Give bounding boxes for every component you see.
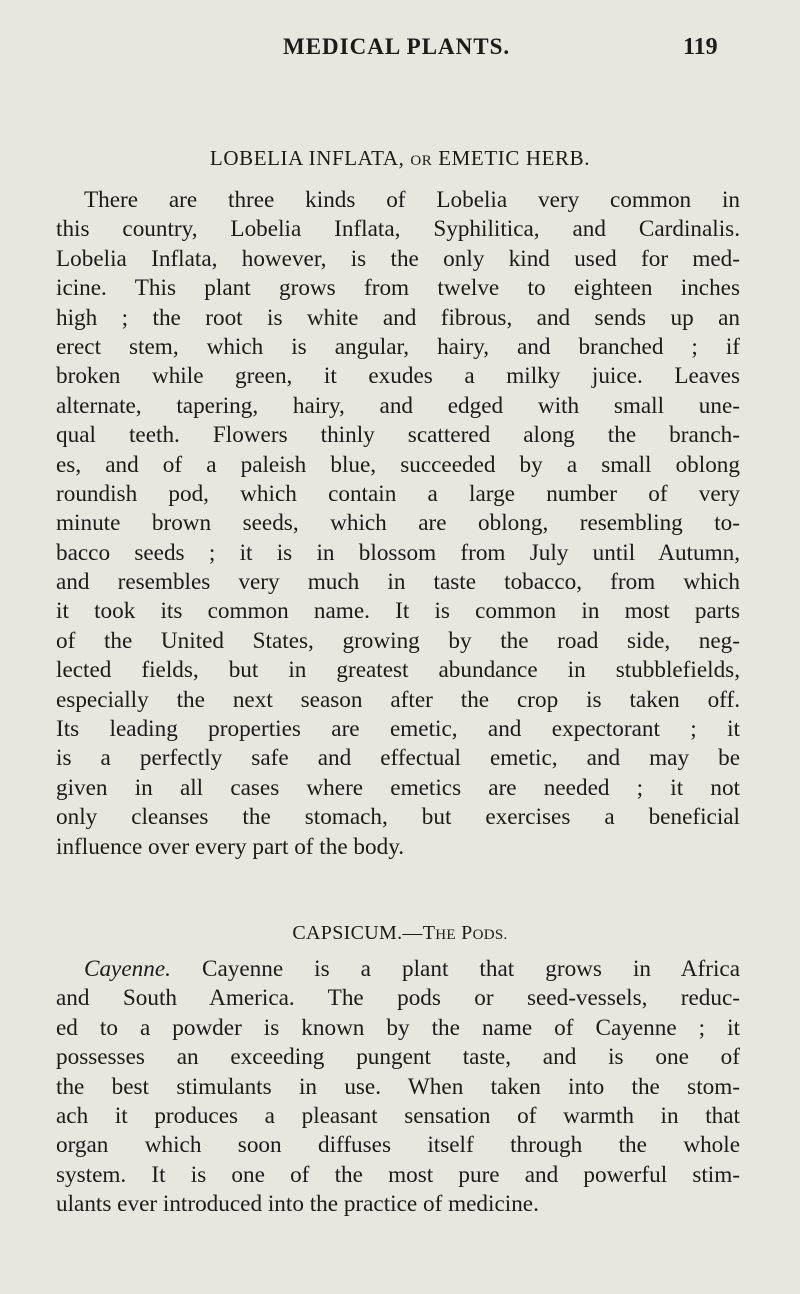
text-line: qual teeth. Flowers thinly scattered along the branch- xyxy=(56,422,740,449)
heading-initial: P xyxy=(461,922,473,944)
text-line: system. It is one of the most pure and powerful stim- xyxy=(56,1161,740,1188)
text-line: organ which soon diffuses itself through the whole xyxy=(56,1132,740,1159)
text-line: es, and of a paleish blue, succeeded by a small oblong xyxy=(56,451,740,478)
running-title: MEDICAL PLANTS. xyxy=(283,34,511,59)
page-number: 119 xyxy=(683,34,718,60)
text-line: this country, Lobelia Inflata, Syphilitica, and Cardinalis. xyxy=(56,216,740,243)
text-line: bacco seeds ; it is in blossom from July until Autumn, xyxy=(56,539,740,566)
heading-main: CAPSICUM. xyxy=(292,922,403,944)
text-line: ach it produces a pleasant sensation of warmth in that xyxy=(56,1102,740,1129)
heading-smallcaps: ODS. xyxy=(472,927,508,943)
text-line: it took its common name. It is common in most parts xyxy=(56,598,740,625)
text-line xyxy=(56,955,740,984)
text-line: and South America. The pods or seed-vessels, reduc- xyxy=(56,985,740,1012)
heading-smallcaps: HE xyxy=(435,927,456,943)
section-heading-lobelia xyxy=(0,146,800,171)
text-line: of the United States, growing by the road side, neg- xyxy=(56,627,740,654)
text-line: erect stem, which is angular, hairy, and branched ; if xyxy=(56,333,740,360)
heading-main: LOBELIA INFLATA, xyxy=(209,146,405,170)
text-line: There are three kinds of Lobelia very common in xyxy=(84,187,740,213)
text-line: broken while green, it exudes a milky juice. Leaves xyxy=(56,363,740,390)
text-line: influence over every part of the body. xyxy=(56,833,405,860)
first-line-text: Cayenne is a plant that grows in Africa xyxy=(201,956,741,982)
text-line: is a perfectly safe and effectual emetic, and may be xyxy=(56,745,740,772)
text-line: given in all cases where emetics are needed ; it not xyxy=(56,774,740,801)
text-line: lected fields, but in greatest abundance in stubblefields, xyxy=(56,657,740,684)
heading-alt: EMETIC HERB. xyxy=(438,146,591,170)
text-line: high ; the root is white and fibrous, and sends up an xyxy=(56,304,740,331)
paragraph-lobelia xyxy=(56,186,740,862)
text-line: possesses an exceeding pungent taste, and is one of xyxy=(56,1044,740,1071)
text-line: ed to a powder is known by the name of Cayenne ; it xyxy=(56,1014,740,1041)
text-line: ulants ever introduced into the practice of medicine. xyxy=(56,1191,539,1218)
text-line: the best stimulants in use. When taken into the stom- xyxy=(56,1073,740,1100)
text-line: only cleanses the stomach, but exercises a beneficial xyxy=(56,804,740,831)
heading-initial: T xyxy=(422,922,436,944)
text-line: icine. This plant grows from twelve to eighteen inches xyxy=(56,275,740,302)
section-heading-capsicum xyxy=(0,922,800,945)
text-line: alternate, tapering, hairy, and edged with small une- xyxy=(56,392,740,419)
heading-or: OR xyxy=(410,153,433,169)
lead-italic-term: Cayenne. xyxy=(84,956,171,982)
paragraph-capsicum xyxy=(56,955,740,1220)
text-line: especially the next season after the crop is taken off. xyxy=(56,686,740,713)
text-line: Its leading properties are emetic, and expectorant ; it xyxy=(56,716,740,743)
text-line: roundish pod, which contain a large number of very xyxy=(56,480,740,507)
text-line: Lobelia Inflata, however, is the only kind used for med- xyxy=(56,245,740,272)
text-line: minute brown seeds, which are oblong, resembling to- xyxy=(56,510,740,537)
heading-dash: — xyxy=(402,922,423,944)
text-line: and resembles very much in taste tobacco, from which xyxy=(56,569,740,596)
